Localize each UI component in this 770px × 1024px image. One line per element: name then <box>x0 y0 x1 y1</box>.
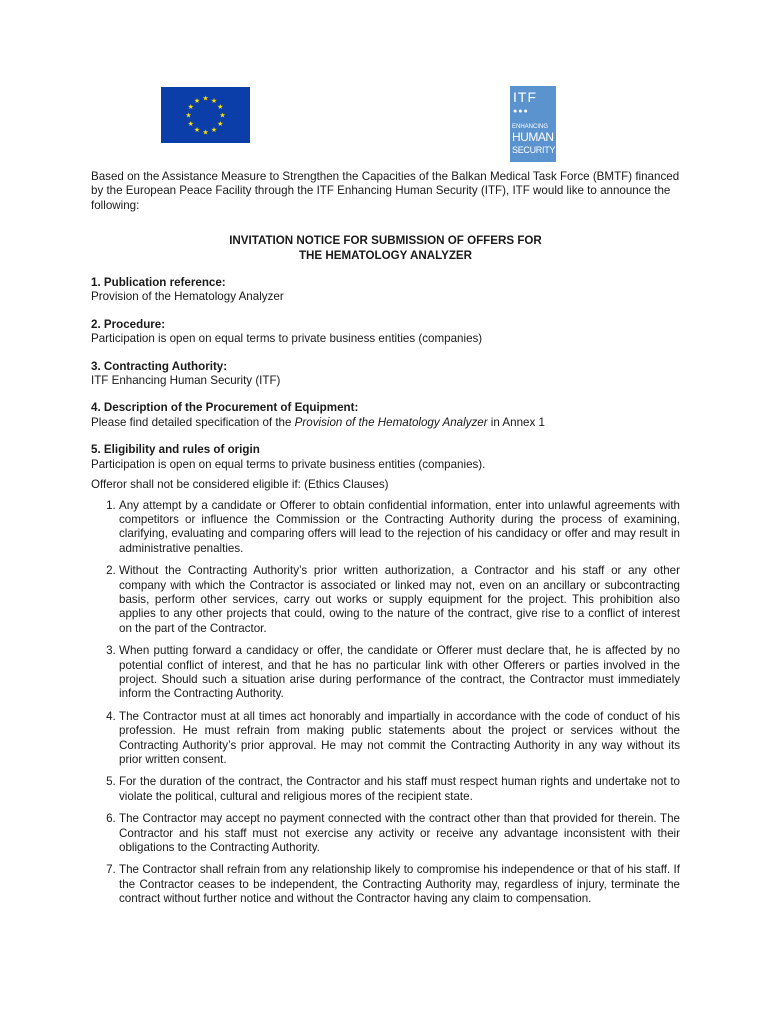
section-text: Participation is open on equal terms to private business entities (companies) <box>91 332 483 346</box>
itf-dots-icon: ●●● <box>513 108 529 115</box>
section-heading: 5. Eligibility and rules of origin <box>91 443 260 457</box>
notice-title-line2: THE HEMATOLOGY ANALYZER <box>298 248 473 262</box>
eu-star-icon: ★ <box>185 112 192 120</box>
text-italic: Provision of the Hematology Analyzer <box>294 415 488 429</box>
itf-logo <box>510 86 556 162</box>
list-item: 5. For the duration of the contract, the Contractor and his staff must respect human rights and undertake not to violate the political, cultural and religious mores of the recipient state. <box>119 775 680 804</box>
section-heading: 4. Description of the Procurement of Equipment: <box>91 401 359 415</box>
eu-star-icon: ★ <box>217 121 224 128</box>
list-item: 3. When putting forward a candidacy or offer, the candidate or Offerer must declare that, he is affected by no potential conflict of interest, and that he has no particular link with other Offerers or parties involved in the project. Should such a situation arise during performance of the contract, the Contractor must immediately inform the Contracting Authority. <box>119 644 680 702</box>
eu-star-icon: ★ <box>202 95 209 103</box>
section-heading: 2. Procedure: <box>91 317 166 331</box>
section-heading: 3. Contracting Authority: <box>91 359 228 373</box>
eu-star-icon: ★ <box>187 104 194 111</box>
list-item: 1. Any attempt by a candidate or Offerer to obtain confidential information, enter into unlawful agreements with competitors or influence the Commission or the Contracting Authority during the process of examining, clarifying, evaluating and comparing offers will lead to the rejection of his candidacy or offer and may result in administrative penalties. <box>119 499 680 557</box>
section-lead: Offeror shall not be considered eligible if: (Ethics Clauses) <box>91 478 389 492</box>
section-text <box>91 416 680 430</box>
itf-logo-line2: HUMAN <box>512 130 554 144</box>
eu-star-icon: ★ <box>202 129 209 137</box>
eu-star-icon: ★ <box>193 127 201 135</box>
section-eligibility <box>91 443 680 906</box>
eu-star-icon: ★ <box>187 121 194 128</box>
list-item: 2. Without the Contracting Authority’s prior written authorization, a Contractor and his staff or any other company with which the Contractor is associated or linked may not, even on an ancillary or subcontracting basis, perform other services, carry out works or supply equipment for the project. This prohibition also applies to any other projects that could, owing to the nature of the contract, give rise to a conflict of interest on the part of the Contractor. <box>119 564 680 636</box>
itf-logo-line1: ENHANCING <box>512 124 549 130</box>
section-text: ITF Enhancing Human Security (ITF) <box>91 374 281 388</box>
list-item: 6. The Contractor may accept no payment connected with the contract other than that provided for therein. The Contractor and his staff must not exercise any activity or receive any advantage inconsistent with their obligations to the Contracting Authority. <box>119 812 680 855</box>
eu-star-icon: ★ <box>210 127 218 135</box>
section-text: Provision of the Hematology Analyzer <box>91 290 284 304</box>
notice-title-line1: INVITATION NOTICE FOR SUBMISSION OF OFFERS FOR <box>229 234 542 248</box>
section-text: Participation is open on equal terms to private business entities (companies). <box>91 457 486 471</box>
itf-logo-text: ITF <box>513 89 537 105</box>
list-item: 7. The Contractor shall refrain from any relationship likely to compromise his independence or that of his staff. If the Contractor ceases to be independent, the Contracting Authority may, regardless of injury, terminate the contract without further notice and without the Contractor having any claim to compensation. <box>119 863 680 906</box>
text-part: Please find detailed specification of the <box>91 415 295 429</box>
eu-star-icon: ★ <box>210 97 218 105</box>
eu-stars-icon <box>161 87 250 143</box>
itf-logo-line3: SECURITY <box>512 145 556 155</box>
eu-flag-logo <box>161 87 250 143</box>
document-body <box>91 170 680 920</box>
section-description <box>91 401 680 430</box>
text-part: in Annex 1 <box>487 415 545 429</box>
section-publication-reference <box>91 276 680 305</box>
notice-title <box>91 234 680 263</box>
eu-star-icon: ★ <box>219 112 226 120</box>
list-item: 4. The Contractor must at all times act honorably and impartially in accordance with the code of conduct of his profession. He must refrain from making public statements about the project or services without the Contracting Authority’s prior approval. He may not commit the Contracting Authority in any way without its prior written consent. <box>119 710 680 768</box>
intro-paragraph: Based on the Assistance Measure to Strengthen the Capacities of the Balkan Medical Task Force (BMTF) financed by the European Peace Facility through the ITF Enhancing Human Security (ITF), ITF would like to announce the following: <box>91 170 680 212</box>
section-contracting-authority <box>91 360 680 389</box>
eu-star-icon: ★ <box>217 104 224 111</box>
section-heading: 1. Publication reference: <box>91 276 226 290</box>
ethics-clauses-list <box>91 499 680 907</box>
section-procedure <box>91 318 680 347</box>
eu-star-icon: ★ <box>193 97 201 105</box>
